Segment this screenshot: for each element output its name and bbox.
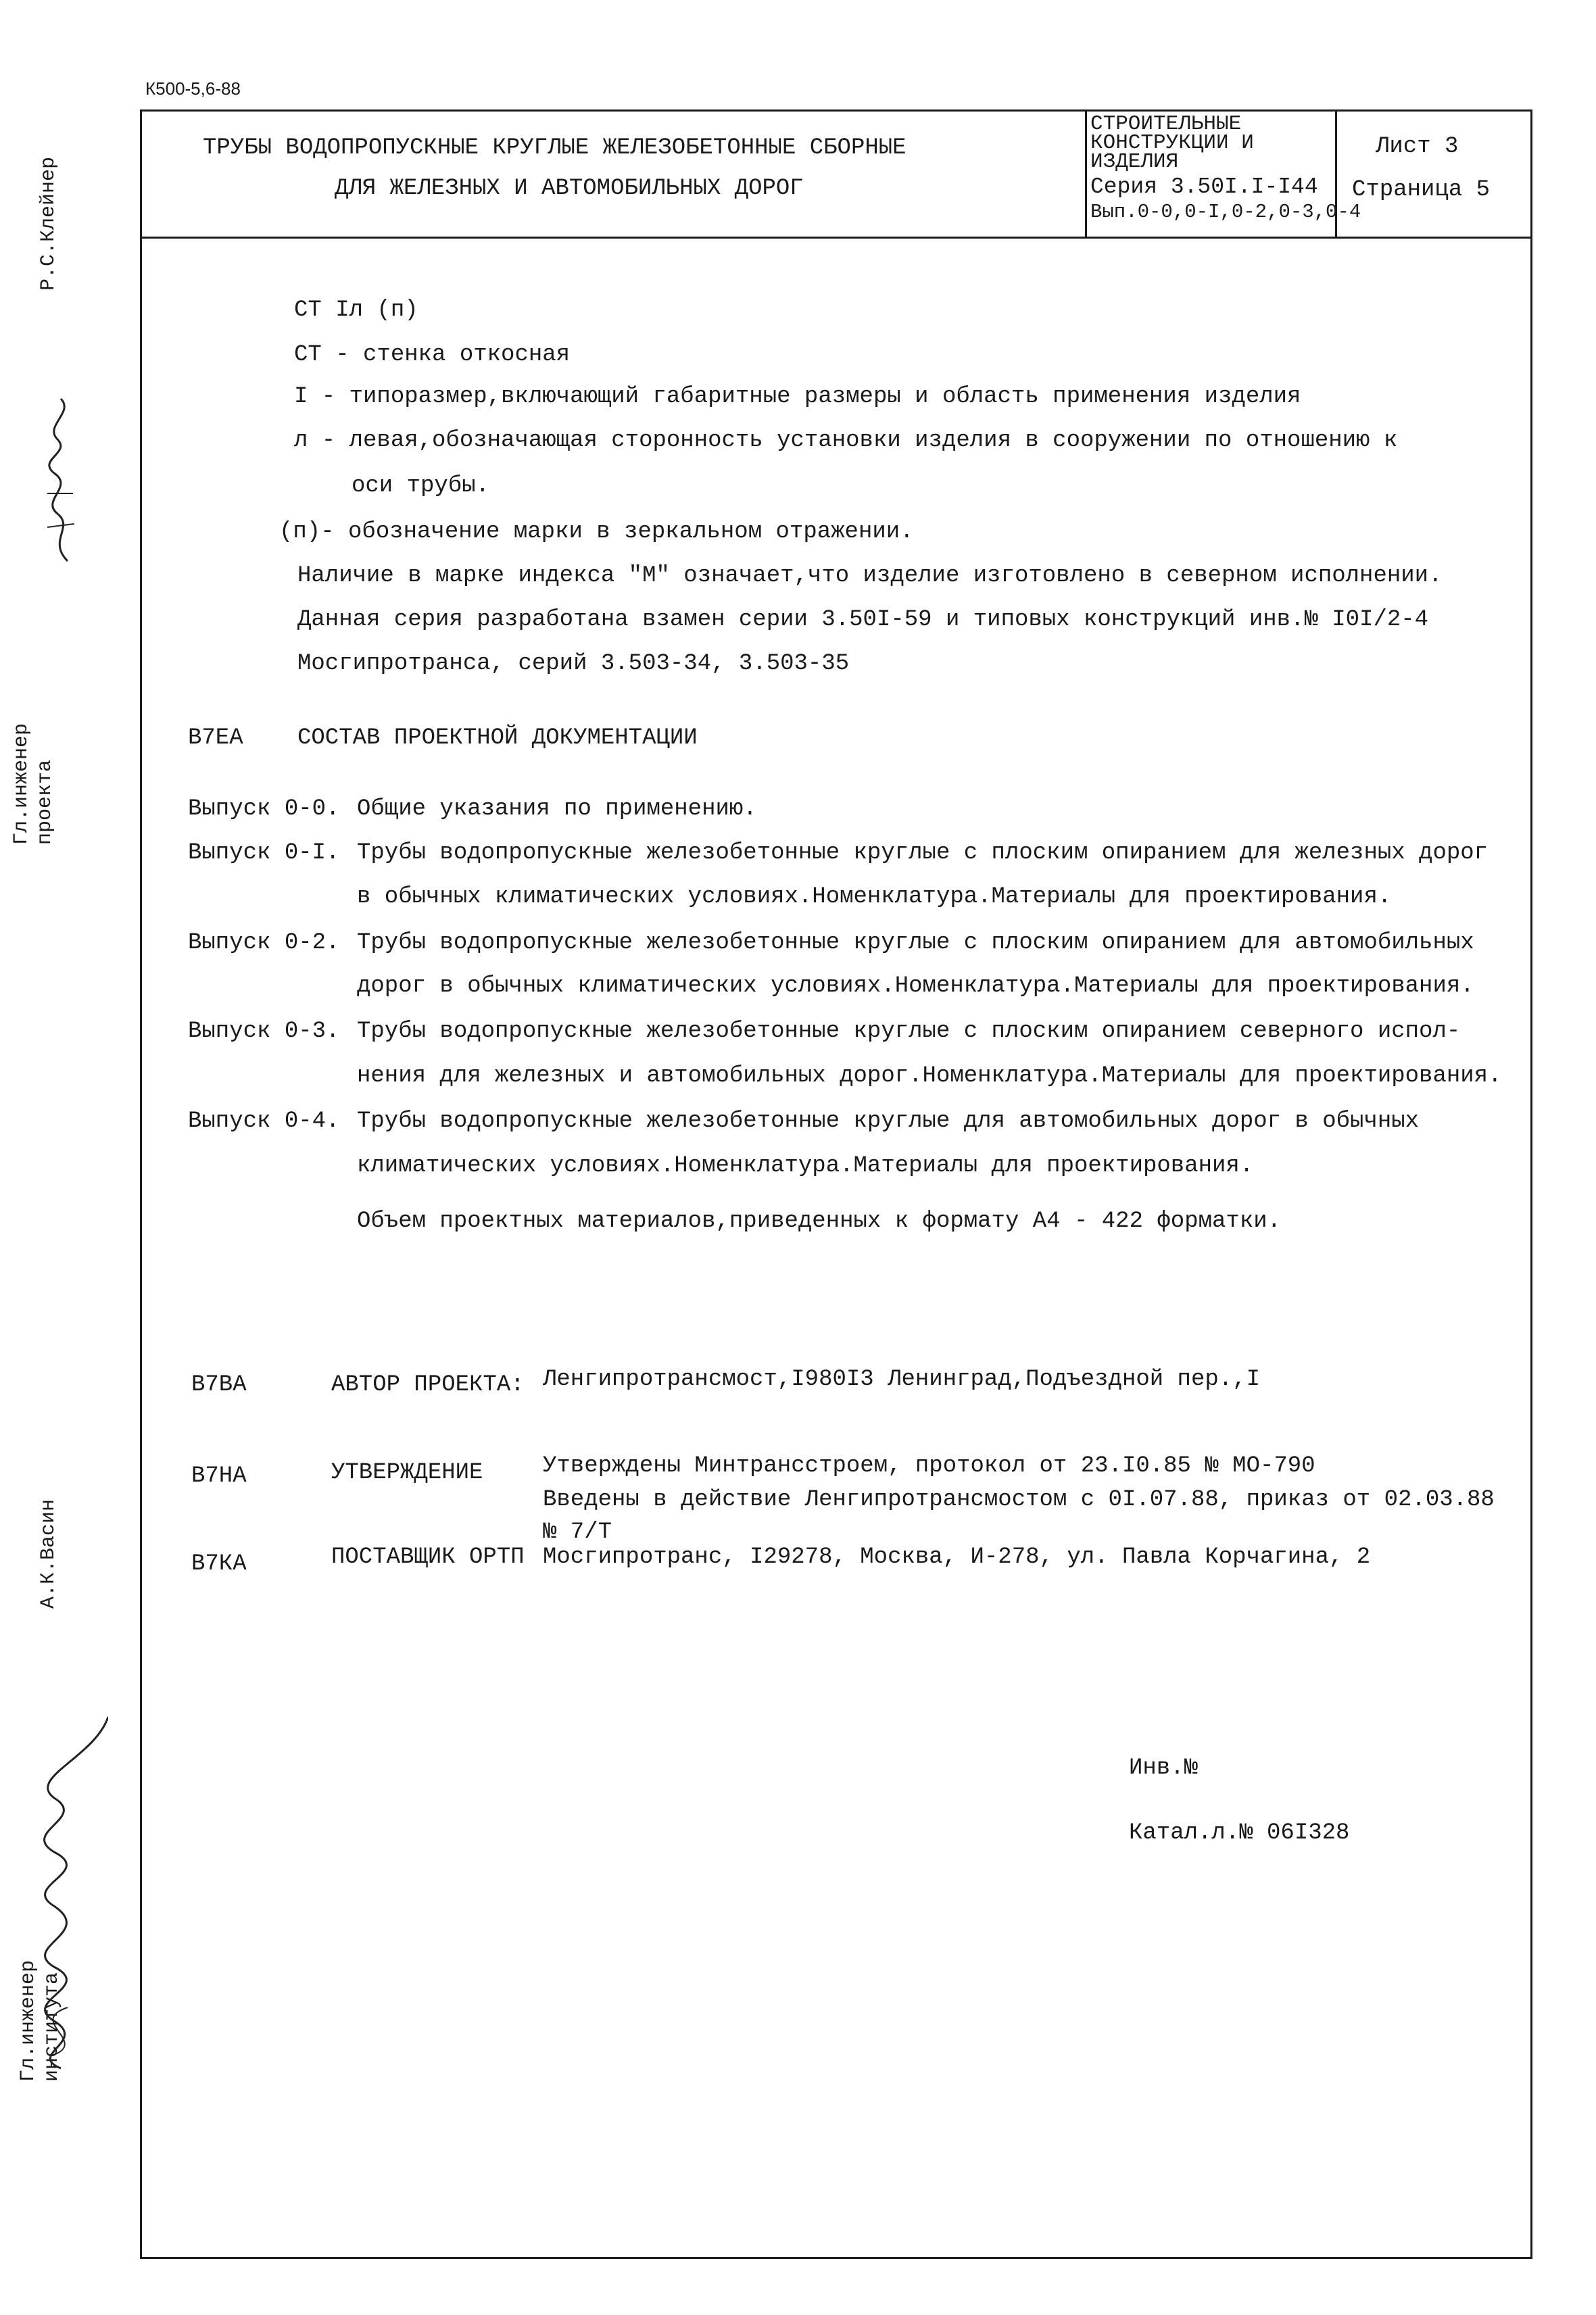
supplier-code: В7КА [191,1551,247,1577]
side-role-project-1: Гл.инженер [10,723,33,845]
approval-line-1: Утверждены Минтрансстроем, протокол от 23.I0.85 № МО-790 [543,1453,1315,1479]
stamp-series: Серия 3.50I.I-I44 [1090,174,1318,199]
def-st: СТ - стенка откосная [294,342,571,368]
issue-3-line-2: нения для железных и автомобильных дорог.Номенклатура.Материалы для проектирования. [357,1063,1502,1089]
page-number: Страница 5 [1352,177,1491,203]
issue-4-line-1: Трубы водопропускные железобетонные круглые для автомобильных дорог в обычных [357,1108,1420,1134]
header-divider [140,237,1532,239]
mark-example: СТ Iл (п) [294,297,418,323]
approval-line-2: Введены в действие Ленгипротрансмостом с 0I.07.88, приказ от 02.03.88 [543,1487,1495,1513]
stamp-issues: Вып.0-0,0-I,0-2,0-3,0-4 [1090,201,1361,223]
note-series-line-1: Данная серия разработана взамен серии 3.50I-59 и типовых конструкций инв.№ I0I/2-4 [297,607,1429,633]
side-name-vasin: А.К.Васин [37,1498,60,1609]
def-l-line-1: л - левая,обозначающая сторонность установки изделия в сооружении по отношению к [294,428,1398,454]
issue-4-line-2: климатических условиях.Номенклатура.Материалы для проектирования. [357,1153,1254,1179]
supplier-value: Мосгипротранс, I29278, Москва, И-278, ул. Павла Корчагина, 2 [543,1544,1371,1570]
composition-code: В7ЕА [188,725,243,751]
sheet-number: Лист 3 [1376,134,1459,160]
approval-code: В7НА [191,1463,247,1489]
document-code: К500-5,6-88 [145,78,241,99]
issue-3-line-1: Трубы водопропускные железобетонные круглые с плоским опиранием северного испол- [357,1019,1461,1044]
issue-4-label: Выпуск 0-4. [188,1108,340,1134]
issue-1-label: Выпуск 0-I. [188,840,340,866]
issue-1-line-2: в обычных климатических условиях.Номенклатура.Материалы для проектирования. [357,884,1392,910]
composition-heading: СОСТАВ ПРОЕКТНОЙ ДОКУМЕНТАЦИИ [297,725,698,751]
approval-label: УТВЕРЖДЕНИЕ [331,1460,483,1486]
note-series-line-2: Мосгипротранса, серий 3.503-34, 3.503-35 [297,651,850,677]
side-name-kleiner: Р.С.Клейнер [37,156,60,291]
stamp-line-3: ИЗДЕЛИЯ [1090,150,1179,174]
note-m: Наличие в марке индекса "М" означает,что изделие изготовлено в северном исполнении. [297,563,1443,589]
issue-3-label: Выпуск 0-3. [188,1019,340,1044]
title-line-2: ДЛЯ ЖЕЛЕЗНЫХ И АВТОМОБИЛЬНЫХ ДОРОГ [335,176,804,201]
author-value: Ленгипротрансмост,I980I3 Ленинград,Подъездной пер.,I [543,1367,1260,1392]
author-code: В7ВА [191,1372,247,1398]
signature-institute [14,1703,108,2082]
issue-0-line-1: Общие указания по применению. [357,796,757,822]
stamp-line-2: КОНСТРУКЦИИ И [1090,131,1254,155]
issue-1-line-1: Трубы водопропускные железобетонные круглые с плоским опиранием для железных дорог [357,840,1489,866]
approval-line-3: № 7/Т [543,1519,612,1545]
header-divider-v1 [1085,109,1087,238]
signature-kleiner [27,392,88,568]
author-label: АВТОР ПРОЕКТА: [331,1372,525,1398]
stamp-line-1: СТРОИТЕЛЬНЫЕ [1090,112,1242,136]
issue-2-label: Выпуск 0-2. [188,930,340,956]
issue-2-line-1: Трубы водопропускные железобетонные круглые с плоским опиранием для автомобильных [357,930,1474,956]
issue-0-label: Выпуск 0-0. [188,796,340,822]
issue-2-line-2: дорог в обычных климатических условиях.Номенклатура.Материалы для проектирования. [357,973,1474,999]
inventory-number: Инв.№ [1129,1755,1199,1781]
side-role-institute-1: Гл.инженер [17,1959,40,2082]
side-role-institute-2: института [41,1972,64,2082]
def-l-line-2: оси трубы. [352,473,490,499]
side-role-project-2: проекта [34,759,57,845]
title-line-1: ТРУБЫ ВОДОПРОПУСКНЫЕ КРУГЛЫЕ ЖЕЛЕЗОБЕТОННЫЕ СБОРНЫЕ [203,135,906,161]
supplier-label: ПОСТАВЩИК ОРТП [331,1544,525,1570]
def-1: I - типоразмер,включающий габаритные размеры и область применения изделия [294,384,1301,410]
def-p: (п)- обозначение марки в зеркальном отражении. [279,519,914,545]
catalog-number: Катал.л.№ 06I328 [1129,1820,1350,1846]
composition-volume: Объем проектных материалов,приведенных к формату А4 - 422 форматки. [357,1209,1282,1234]
